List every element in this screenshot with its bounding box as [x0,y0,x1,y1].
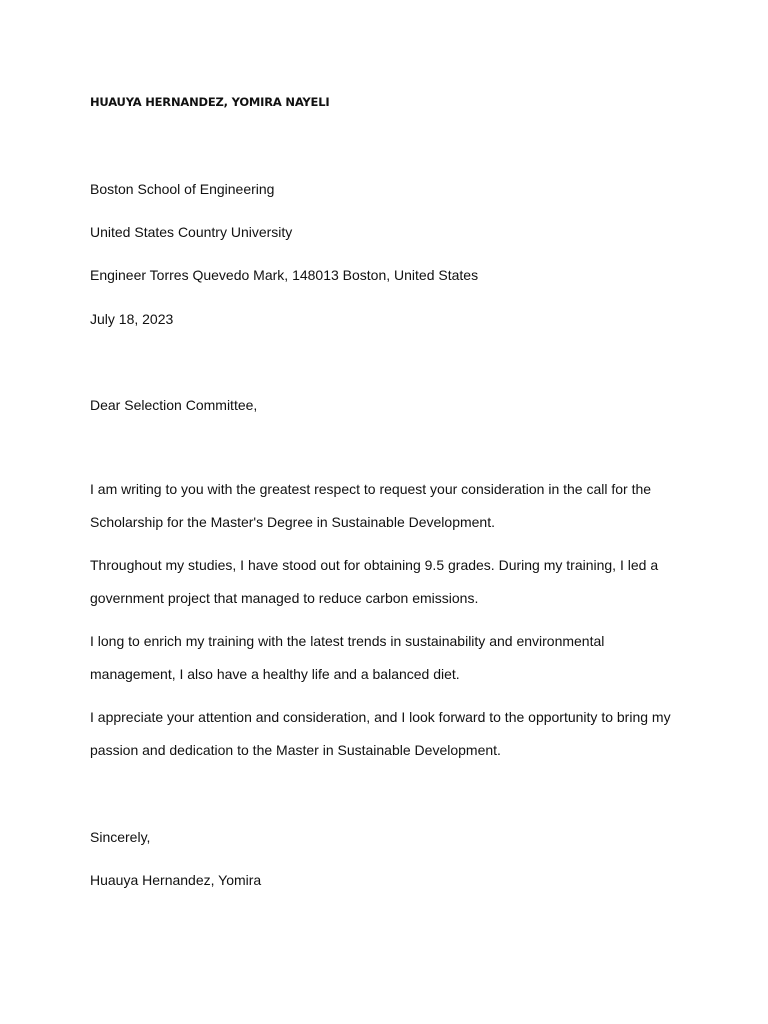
recipient-institution: Boston School of Engineering [90,181,275,197]
body-paragraph-2: Throughout my studies, I have stood out for obtaining 9.5 grades. During my training, I led a government project that managed to reduce carbon emissions. [90,557,659,606]
letter-date: July 18, 2023 [90,311,174,327]
body-paragraph-4: I appreciate your attention and consideration, and I look forward to the opportunity to bring my passion and dedication to the Master in Sustainable Development. [90,709,671,758]
body-paragraph-1: I am writing to you with the greatest respect to request your consideration in the call for the Scholarship for the Master's Degree in Sustainable Development. [90,481,652,530]
recipient-university: United States Country University [90,224,293,240]
recipient-address: Engineer Torres Quevedo Mark, 148013 Boston, United States [90,267,479,283]
author-heading: HUAUYA HERNANDEZ, YOMIRA NAYELI [90,95,330,109]
salutation: Dear Selection Committee, [90,397,258,413]
body-paragraph-3: I long to enrich my training with the latest trends in sustainability and environmental management, I also have a healthy life and a balanced diet. [90,633,605,682]
closing: Sincerely, [90,829,151,845]
signature: Huauya Hernandez, Yomira [90,872,262,888]
